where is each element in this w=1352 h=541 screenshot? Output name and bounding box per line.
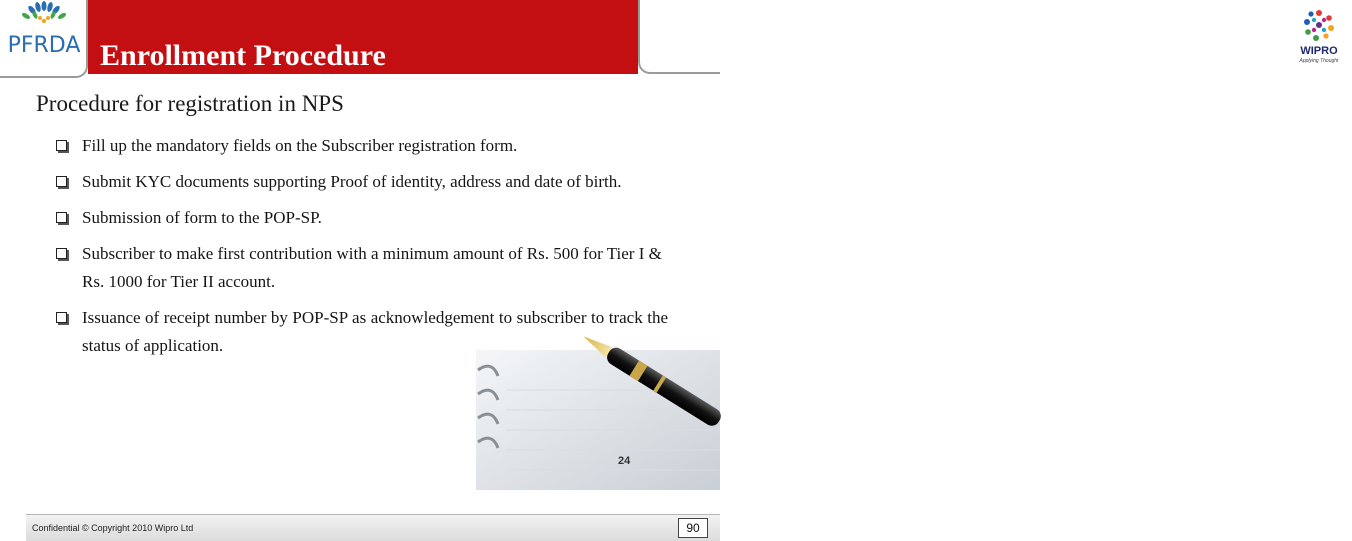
wipro-logo-text: WIPRO xyxy=(1300,45,1338,57)
wipro-logo xyxy=(1286,2,1352,68)
wipro-tagline: Applying Thought xyxy=(1299,58,1339,64)
notebook-page-number: 24 xyxy=(618,455,631,467)
pfrda-logo xyxy=(4,2,84,74)
pfrda-logo-text: PFRDA xyxy=(7,33,81,58)
bullet-text: Issuance of receipt number by POP-SP as acknowledgement to subscriber to track the status of application. xyxy=(82,308,668,355)
checkbox-square-icon xyxy=(56,140,67,151)
list-item xyxy=(56,168,668,196)
list-item xyxy=(56,240,668,296)
slide-title: Enrollment Procedure xyxy=(100,39,386,72)
footer-bar xyxy=(26,514,720,541)
fountain-pen-on-notebook-photo xyxy=(476,350,720,490)
checkbox-square-icon xyxy=(56,248,67,259)
slide-header xyxy=(0,0,1339,80)
procedure-bullet-list xyxy=(56,132,668,368)
list-item xyxy=(56,132,668,160)
bullet-text: Submission of form to the POP-SP. xyxy=(82,208,322,227)
checkbox-square-icon xyxy=(56,312,67,323)
bullet-text: Subscriber to make first contribution with a minimum amount of Rs. 500 for Tier I & Rs. 1000 for Tier II account. xyxy=(82,244,662,291)
checkbox-square-icon xyxy=(56,212,67,223)
wipro-logo-box xyxy=(638,0,1339,74)
checkbox-square-icon xyxy=(56,176,67,187)
bullet-text: Submit KYC documents supporting Proof of identity, address and date of birth. xyxy=(82,172,622,191)
slide-subtitle: Procedure for registration in NPS xyxy=(36,91,344,116)
page-number-box: 90 xyxy=(678,518,708,538)
pfrda-logo-box xyxy=(0,0,88,78)
bullet-text: Fill up the mandatory fields on the Subscriber registration form. xyxy=(82,136,518,155)
list-item xyxy=(56,204,668,232)
copyright-text: Confidential © Copyright 2010 Wipro Ltd xyxy=(32,523,194,533)
